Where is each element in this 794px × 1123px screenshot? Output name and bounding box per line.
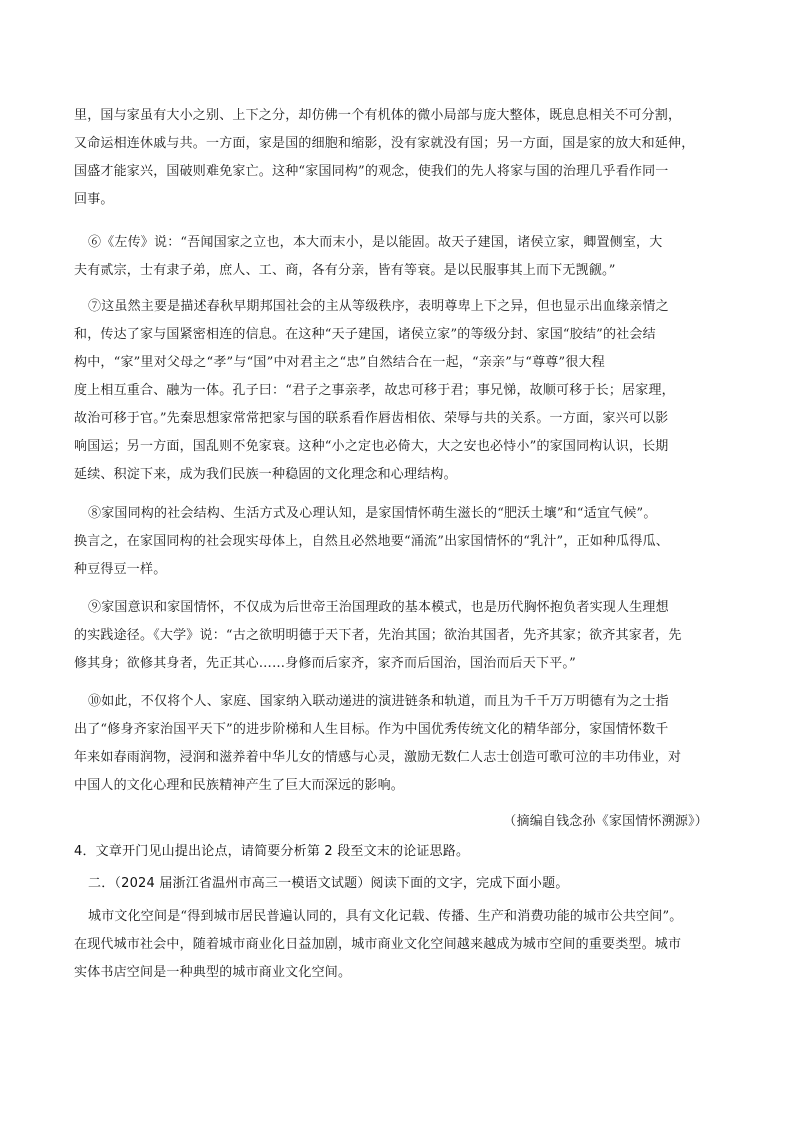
paragraph-9-line: 的实践途径。《大学》说：“古之欲明明德于天下者，先治其国；欲治其国者，先齐其家；欲齐其家者，先 <box>74 628 682 643</box>
paragraph-10-line: ⑩如此，不仅将个人、家庭、国家纳入联动递进的演进链条和轨道，而且为千千万万明德有为之士指 <box>88 694 669 709</box>
passage2-line: 实体书店空间是一种典型的城市商业文化空间。 <box>74 965 352 980</box>
paragraph-6-line: 夫有贰宗，士有隶子弟，庶人、工、商，各有分亲，皆有等衰。是以民服事其上而下无觊觎。” <box>74 263 616 278</box>
passage-line: 里，国与家虽有大小之别、上下之分，却仿佛一个有机体的微小局部与庞大整体，既息息相关不可分割， <box>74 108 682 123</box>
paragraph-7-line: 响国运；另一方面，国乱则不免家衰。这种“小之定也必倚大，大之安也必恃小”的家国同构认识，长期 <box>74 439 669 454</box>
paragraph-7-line: ⑦这虽然主要是描述春秋早期邦国社会的主从等级秩序，表明尊卑上下之异，但也显示出血缘亲情之 <box>88 299 669 314</box>
paragraph-7-line: 和，传达了家与国紧密相连的信息。在这种“天子建国，诸侯立家”的等级分封、家国“胶结”的社会结 <box>74 327 656 342</box>
passage-line: 又命运相连休戚与共。一方面，家是国的细胞和缩影，没有家就没有国；另一方面，国是家的放大和延伸， <box>74 136 695 151</box>
paragraph-9-line: ⑨家国意识和家国情怀，不仅成为后世帝王治国理政的基本模式，也是历代胸怀抱负者实现人生理想 <box>88 600 669 615</box>
paragraph-7-line: 故治可移于官。”先秦思想家常常把家与国的联系看作唇齿相依、荣辱与共的关系。一方面，家兴可以影 <box>74 411 669 426</box>
paragraph-7-line: 延续、积淀下来，成为我们民族一种稳固的文化理念和心理结构。 <box>74 467 457 482</box>
passage2-line: 在现代城市社会中，随着城市商业化日益加剧，城市商业文化空间越来越成为城市空间的重要类型。城市 <box>74 937 682 952</box>
passage-line: 国盛才能家兴，国破则难免家亡。这种“家国同构”的观念，使我们的先人将家与国的治理几乎看作同一 <box>74 164 669 179</box>
paragraph-8-line: 换言之，在家国同构的社会现实母体上，自然且必然地要“涌流”出家国情怀的“乳汁”，正如种瓜得瓜、 <box>74 534 669 549</box>
section-heading: 二．（2024 届浙江省温州市高三一模语文试题）阅读下面的文字，完成下面小题。 <box>88 876 569 891</box>
passage2-line: 城市文化空间是“得到城市居民普遍认同的，具有文化记载、传播、生产和消费功能的城市公共空间”。 <box>88 909 683 924</box>
passage-line: 回事。 <box>74 192 114 207</box>
paragraph-10-line: 年来如春雨润物，浸润和滋养着中华儿女的情感与心灵，激励无数仁人志士创造可歌可泣的丰功伟业，对 <box>74 750 682 765</box>
paragraph-7-line: 度上相互重合、融为一体。孔子曰：“君子之事亲孝，故忠可移于君；事兄悌，故顺可移于长；居家理， <box>74 383 675 398</box>
paragraph-10-line: 出了“修身齐家治国平天下”的进步阶梯和人生目标。作为中国优秀传统文化的精华部分，家国情怀数千 <box>74 722 669 737</box>
paragraph-8-line: ⑧家国同构的社会结构、生活方式及心理认知，是家国情怀萌生滋长的“肥沃土壤”和“适宜气候”。 <box>88 506 657 521</box>
paragraph-10-line: 中国人的文化心理和民族精神产生了巨大而深远的影响。 <box>74 778 405 793</box>
paragraph-7-line: 构中，“家”里对父母之“孝”与“国”中对君主之“忠”自然结合在一起，“亲亲”与“尊尊”很大程 <box>74 355 605 370</box>
paragraph-8-line: 种豆得豆一样。 <box>74 562 167 577</box>
source-citation: （摘编自钱念孙《家国情怀溯源》） <box>503 814 708 829</box>
question-4: 4．文章开门见山提出论点，请简要分析第 2 段至文末的论证思路。 <box>74 844 470 859</box>
paragraph-9-line: 修其身；欲修其身者，先正其心……身修而后家齐，家齐而后国治，国治而后天下平。” <box>74 656 576 671</box>
paragraph-6-line: ⑥《左传》说：“吾闻国家之立也，本大而末小，是以能固。故天子建国，诸侯立家，卿置侧室，大 <box>88 235 663 250</box>
